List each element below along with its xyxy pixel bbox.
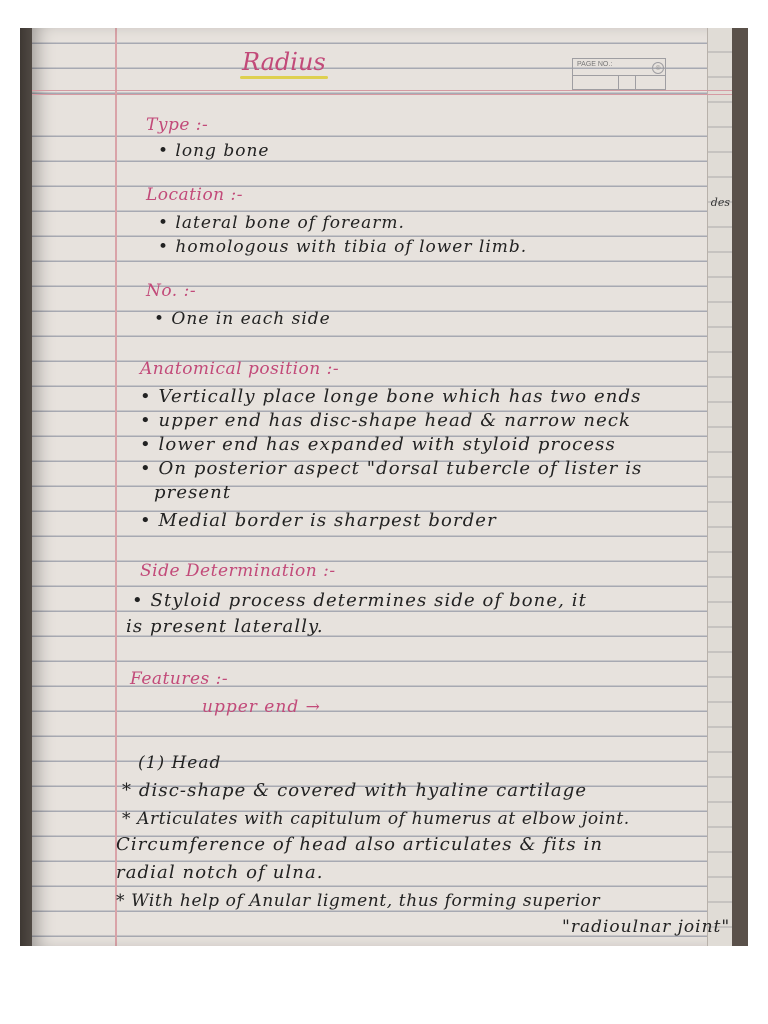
top-rule: [32, 94, 732, 95]
anatomical-position-item: • lower end has expanded with styloid process: [140, 434, 616, 455]
features-item: * With help of Anular ligment, thus forming superior: [116, 891, 601, 911]
anatomical-position-item: • Vertically place longe bone which has two ends: [140, 386, 642, 407]
notebook-page: [32, 28, 732, 946]
section-heading-features: Features :-: [130, 669, 229, 689]
features-item: (1) Head: [138, 753, 222, 773]
notebook-photo: [20, 28, 748, 946]
brand-logo-icon: ◎: [652, 62, 664, 74]
section-heading-type: Type :-: [146, 115, 209, 135]
features-item: * Articulates with capitulum of humerus at elbow joint.: [122, 809, 630, 829]
edge-text: des: [710, 196, 730, 209]
type-item: • long bone: [158, 141, 270, 161]
page-number-field: [573, 75, 665, 89]
location-item: • lateral bone of forearm.: [158, 213, 405, 233]
features-item: radial notch of ulna.: [116, 862, 324, 883]
anatomical-position-item: • upper end has disc-shape head & narrow neck: [140, 410, 632, 431]
side-determination-item: • Styloid process determines side of bone, it: [132, 590, 587, 611]
section-heading-location: Location :-: [146, 185, 244, 205]
features-item: "radioulnar joint": [562, 917, 731, 937]
features-subheading: upper end →: [202, 697, 321, 717]
location-item: • homologous with tibia of lower limb.: [158, 237, 528, 257]
side-determination-item: is present laterally.: [126, 616, 324, 637]
page-title: Radius: [242, 48, 326, 76]
no-item: • One in each side: [154, 309, 331, 329]
page-number-label: PAGE NO.:: [577, 61, 613, 68]
anatomical-position-item: present: [154, 482, 232, 503]
anatomical-position-item: • Medial border is sharpest border: [140, 510, 497, 531]
section-heading-anatomical-position: Anatomical position :-: [140, 359, 340, 379]
title-highlight: [240, 76, 328, 79]
anatomical-position-item: • On posterior aspect "dorsal tubercle of lister is: [140, 458, 643, 479]
features-item: * disc-shape & covered with hyaline cartilage: [122, 780, 588, 801]
section-heading-no: No. :-: [146, 281, 197, 301]
features-item: Circumference of head also articulates & fits in: [116, 834, 604, 855]
page-number-box: [572, 58, 666, 90]
top-rule: [32, 90, 732, 91]
next-page-edge: [707, 28, 732, 946]
section-heading-side-determination: Side Determination :-: [140, 561, 336, 581]
